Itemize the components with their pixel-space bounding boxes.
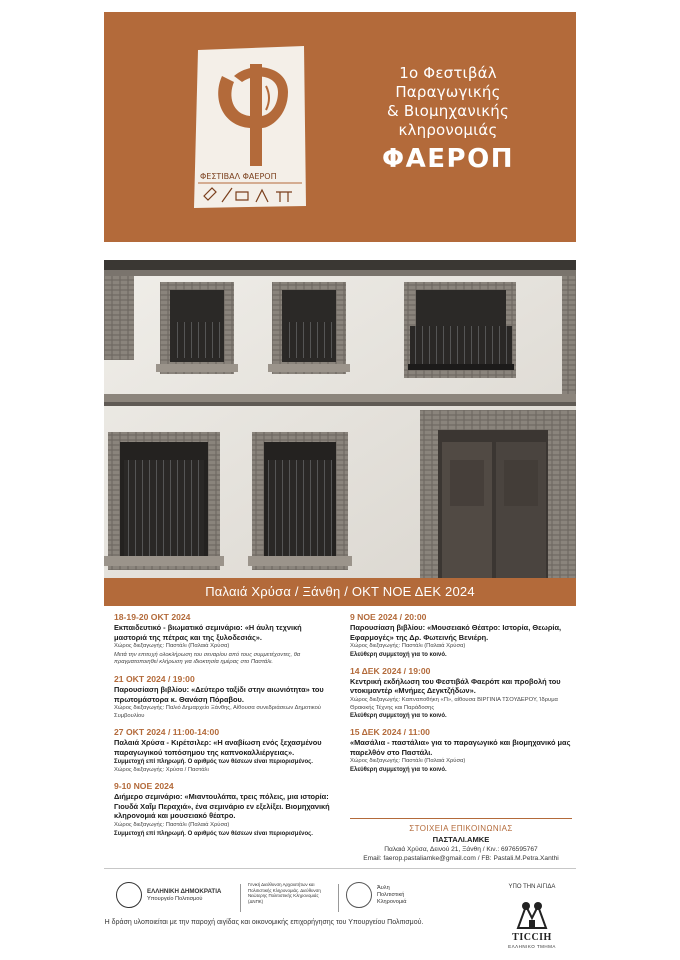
event-item [114,612,336,667]
ticcih-label: TICCIH [512,932,552,943]
poster [104,12,576,902]
event-item [114,727,336,774]
contact-divider [350,818,572,819]
intangible-heritage-label: Άυλη Πολιτιστική Κληρονομιά [377,884,407,905]
event-participation: Ελεύθερη συμμετοχή για το κοινό. [350,651,447,658]
intangible-heritage-logo [346,882,417,908]
event-participation: Συμμετοχή επί πληρωμή. Ο αριθμός των θέσεων είναι περιορισμένος. [114,830,313,837]
event-date: 14 ΔΕΚ 2024 / 19:00 [350,665,431,676]
event-title: Παλαιά Χρύσα - Κιρέτσιλερ: «Η αναβίωση ενός ξεχασμένου παραγωγικού τοπόσημου της καπνοκαλλιέργειας». [114,738,322,757]
contact-heading: ΣΤΟΙΧΕΙΑ ΕΠΙΚΟΙΝΩΝΙΑΣ [409,824,513,833]
event-title: Παρουσίαση βιβλίου: «Μουσειακό Θέατρο: Ιστορία, Θεωρία, Εφαρμογές» της Δρ. Φωτεινής Βενιέρη. [350,623,562,642]
event-venue: Χώρος διεξαγωγής: Καπναποθήκη «Π», αίθουσα ΒΙΡΓΙΝΙΑ ΤΣΟΥΔΕΡΟΥ, Ίδρυμα Θρακικής Τέχνης και Παράδοσης [350,696,558,711]
events-right-column [350,612,572,781]
event-title: Κεντρική εκδήλωση του Φεστιβάλ Φαερόπ και προβολή του ντοκιμαντέρ «Μνήμες Δεγκτζήδων». [350,676,561,696]
event-venue: Χώρος διεξαγωγής: Παστάλι (Παλαιά Χρύσα) [350,758,466,765]
event-participation: Ελεύθερη συμμετοχή για το κοινό. [350,713,447,720]
title-line: Παραγωγικής [395,83,501,101]
header-band [104,12,576,242]
event-date: 18-19-20 ΟΚΤ 2024 [114,612,191,622]
ministry-text [147,888,221,903]
contact-address: Παλαιά Χρύσα, Δεινού 21, Ξάνθη / Κιν.: 6976595767 [384,846,538,853]
event-date: 9-10 ΝΟΕ 2024 [114,781,174,792]
faerop-logo-icon [192,46,308,210]
event-item [114,781,336,837]
title-acronym: ΦΑΕΡΟΠ [382,144,514,174]
title-line: 1ο Φεστιβάλ [399,64,497,82]
event-date: 9 ΝΟΕ 2024 / 20:00 [350,612,427,622]
greek-republic-seal-icon [116,882,142,908]
events-left-column [114,612,336,845]
footer-separator [338,884,339,912]
contact-email[interactable]: Email: faerop.pastaliamke@gmail.com / FB: Pastali.M.Petra.Xanthi [363,855,559,862]
event-item [350,612,572,659]
event-item [114,674,336,720]
event-title: Εκπαιδευτικό - βιωματικό σεμινάριο: «Η άυλη τεχνική μαστοριά της πέτρας και της ξυλοδεσιάς». [114,623,302,642]
event-item [350,727,572,774]
festival-title [328,64,568,176]
title-line: κληρονομιάς [398,121,498,139]
event-date: 21 ΟΚΤ 2024 / 19:00 [114,673,195,684]
directorate-label: Γενική Διεύθυνση Αρχαιοτήτων και Πολιτιστικής Κληρονομιάς. Διεύθυνση Νεώτερης Πολιτιστικής Κληρονομιάς (ΔΝΠΚ) [248,882,321,904]
event-date: 27 ΟΚΤ 2024 / 11:00-14:00 [114,727,220,738]
event-venue: Χώρος διεξαγωγής: Παλιό Δημαρχείο Ξάνθης, Αίθουσα συνεδριάσεων Δημοτικού Συμβουλίου [114,705,321,719]
ministry-logo [116,882,221,908]
event-venue: Χώρος διεξαγωγής: Παστάλι (Παλαιά Χρύσα) [350,643,466,650]
under-aegis-label: ΥΠΟ ΤΗΝ ΑΙΓΙΔΑ [508,884,556,890]
intangible-heritage-icon [346,882,372,908]
event-title: «Μασάλια - παστάλια» για το παραγωγικό και βιομηχανικό μας παρελθόν στο Παστάλι. [350,738,571,757]
footer-divider [104,868,576,869]
hellenic-republic-label: ΕΛΛΗΝΙΚΗ ΔΗΜΟΚΡΑΤΙΑ [147,887,222,895]
event-title: Διήμερο σεμινάριο: «Μιαντουλάπα, τρεις πόλεις, μια ιστορία: Γιουδά Χαΐμ Περαχιά», ένα σεμινάριο εν εξελίξει. Βιομηχανική κληρονομιά και μουσειακό θέατρο. [114,792,330,821]
funding-statement: Η δράση υλοποιείται με την παροχή αιγίδας και οικονομικής επιχορήγησης του Υπουργείου Πολιτισμού. [104,919,424,926]
location-dates-band: Παλαιά Χρύσα / Ξάνθη / ΟΚΤ ΝΟΕ ΔΕΚ 2024 [104,578,576,606]
event-venue: Χώρος διεξαγωγής: Παστάλι (Παλαιά Χρύσα) [114,821,230,828]
ticcih-subtitle: ΕΛΛΗΝΙΚΟ ΤΜΗΜΑ [508,944,556,949]
ticcih-logo-icon [512,898,552,932]
sponsor-footer [0,868,680,960]
contact-info [350,818,572,863]
event-date: 15 ΔΕΚ 2024 / 11:00 [350,727,430,738]
building-facade-photo [104,260,576,578]
events-program [114,612,571,862]
event-participation: Ελεύθερη συμμετοχή για το κοινό. [350,766,447,773]
contact-organization: ΠΑΣΤΑΛΙ.ΑΜΚΕ [432,835,490,844]
event-participation: Συμμετοχή επί πληρωμή. Ο αριθμός των θέσεων είναι περιορισμένος. [114,758,313,765]
event-venue: Χώρος διεξαγωγής: Παστάλι (Παλαιά Χρύσα) [114,643,230,650]
footer-separator [240,884,241,912]
event-item [350,666,572,720]
logo-caption: ΦΕΣΤΙΒΑΛ ΦΑΕΡΟΠ [200,172,277,181]
event-title: Παρουσίαση βιβλίου: «Δεύτερο ταξίδι στην αιωνιότητα» του πρωτομάστορα κ. Θανάση Πόραβου. [114,684,324,704]
event-venue: Χώρος διεξαγωγής: Χρύσα / Παστάλι [114,766,209,773]
title-line: & Βιομηχανικής [386,102,510,120]
event-note: Μετά την επιτυχή ολοκλήρωση του σεναρίου από τους συμμετέχοντες, θα πραγματοποιηθεί κλήρωση για ιδιοκτησία ημέρας στο Παστάλι. [114,651,301,666]
directorate-logo [248,882,334,904]
ministry-label: Υπουργείο Πολιτισμού [147,895,203,902]
